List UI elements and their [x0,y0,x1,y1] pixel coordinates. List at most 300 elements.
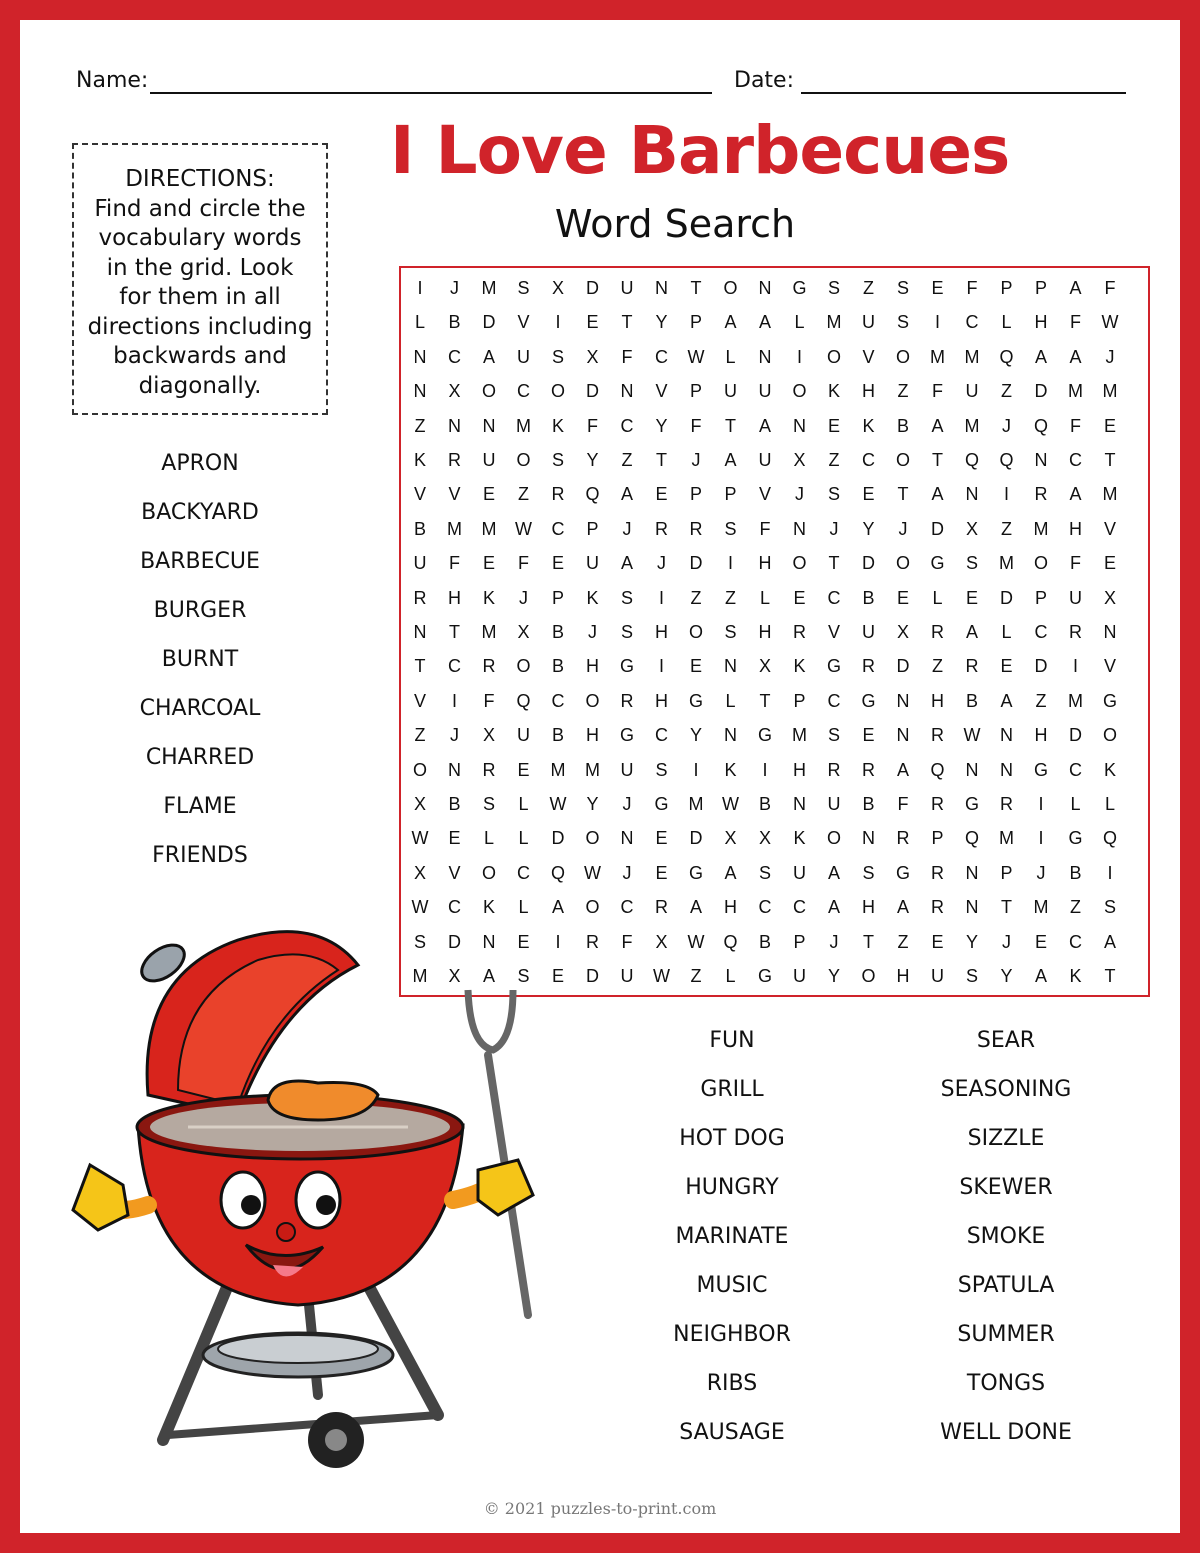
grid-letter[interactable]: R [931,897,944,918]
grid-letter[interactable]: Q [964,828,979,849]
grid-letter[interactable]: N [413,622,427,642]
grid-letter[interactable]: W [722,794,739,814]
grid-letter[interactable]: Y [965,931,978,952]
grid-letter[interactable]: S [758,862,771,883]
grid-letter[interactable]: C [448,346,461,367]
grid-letter[interactable]: L [794,312,805,333]
grid-letter[interactable]: P [793,931,806,952]
grid-letter[interactable]: G [688,862,703,883]
grid-letter[interactable]: T [863,931,874,952]
grid-letter[interactable]: D [482,312,496,333]
grid-letter[interactable]: L [725,346,736,367]
grid-letter[interactable]: N [793,794,806,814]
grid-letter[interactable]: A [724,312,737,333]
grid-letter[interactable]: R [896,828,910,849]
grid-letter[interactable]: H [758,553,772,574]
grid-letter[interactable]: F [1070,415,1081,436]
grid-letter[interactable]: S [620,587,633,608]
grid-letter[interactable]: X [413,862,426,883]
grid-letter[interactable]: Q [999,346,1014,367]
grid-letter[interactable]: U [862,312,875,333]
grid-letter[interactable]: E [793,587,806,608]
grid-letter[interactable]: Z [414,725,426,746]
grid-letter[interactable]: D [689,553,703,574]
grid-letter[interactable]: Y [689,725,702,746]
grid-letter[interactable]: S [965,966,978,986]
grid-letter[interactable]: H [931,690,944,711]
grid-letter[interactable]: K [724,759,737,780]
grid-letter[interactable]: L [725,966,736,986]
grid-letter[interactable]: A [551,897,564,918]
grid-letter[interactable]: U [586,553,599,574]
grid-letter[interactable]: V [413,690,426,711]
grid-letter[interactable]: T [1104,966,1116,986]
grid-letter[interactable]: F [1070,553,1081,574]
grid-letter[interactable]: J [519,587,528,608]
grid-letter[interactable]: M [481,278,497,298]
grid-letter[interactable]: T [449,622,460,642]
grid-letter[interactable]: T [759,690,771,711]
grid-letter[interactable]: A [1069,346,1082,367]
grid-letter[interactable]: I [762,759,768,780]
grid-letter[interactable]: D [1034,381,1048,402]
grid-letter[interactable]: I [555,312,561,333]
grid-letter[interactable]: E [655,484,668,505]
grid-letter[interactable]: M [1102,381,1118,402]
grid-letter[interactable]: V [448,484,461,505]
grid-letter[interactable]: O [412,759,427,780]
grid-letter[interactable]: O [895,553,910,574]
grid-letter[interactable]: U [793,966,806,986]
grid-letter[interactable]: I [727,553,733,574]
grid-letter[interactable]: L [759,587,770,608]
grid-letter[interactable]: C [551,518,565,539]
grid-letter[interactable]: H [1069,518,1082,539]
grid-letter[interactable]: I [1038,794,1044,814]
grid-letter[interactable]: T [897,484,909,505]
grid-letter[interactable]: O [1102,725,1117,746]
grid-letter[interactable]: Q [516,690,531,711]
grid-letter[interactable]: E [655,862,668,883]
grid-letter[interactable]: X [1103,587,1116,608]
grid-letter[interactable]: E [517,931,530,952]
grid-letter[interactable]: K [862,415,875,436]
grid-letter[interactable]: X [551,278,564,298]
grid-letter[interactable]: E [1000,656,1013,677]
grid-letter[interactable]: O [585,828,600,849]
grid-letter[interactable]: Q [999,450,1014,470]
grid-letter[interactable]: G [654,794,669,814]
grid-letter[interactable]: U [1069,587,1082,608]
grid-letter[interactable]: E [551,553,564,574]
grid-letter[interactable]: H [655,690,668,711]
grid-letter[interactable]: G [619,656,634,677]
grid-letter[interactable]: J [1036,862,1046,883]
grid-letter[interactable]: Y [827,966,840,986]
grid-letter[interactable]: A [827,897,840,918]
grid-letter[interactable]: M [516,415,531,436]
grid-letter[interactable]: G [619,725,634,746]
grid-letter[interactable]: K [1103,759,1116,780]
grid-letter[interactable]: I [934,312,940,333]
grid-letter[interactable]: A [1000,690,1013,711]
grid-letter[interactable]: V [827,622,840,642]
grid-letter[interactable]: C [1069,759,1082,780]
grid-letter[interactable]: E [862,484,875,505]
grid-letter[interactable]: J [622,518,632,539]
grid-letter[interactable]: C [827,587,841,608]
grid-letter[interactable]: I [1003,484,1009,505]
grid-letter[interactable]: U [517,346,530,367]
grid-letter[interactable]: X [965,518,978,539]
grid-letter[interactable]: A [724,862,737,883]
grid-letter[interactable]: E [551,966,564,986]
grid-letter[interactable]: P [1000,862,1013,883]
grid-letter[interactable]: S [413,931,426,952]
grid-letter[interactable]: C [655,346,668,367]
grid-letter[interactable]: P [689,381,702,402]
grid-letter[interactable]: V [413,484,426,505]
grid-letter[interactable]: S [827,484,840,505]
grid-letter[interactable]: H [724,897,737,918]
grid-letter[interactable]: C [448,656,461,677]
grid-letter[interactable]: R [862,656,875,677]
grid-letter[interactable]: N [965,759,979,780]
grid-letter[interactable]: F [759,518,771,539]
grid-letter[interactable]: F [897,794,909,814]
grid-letter[interactable]: B [551,656,564,677]
grid-letter[interactable]: R [482,759,496,780]
grid-letter[interactable]: A [482,966,495,986]
grid-letter[interactable]: D [551,828,565,849]
grid-letter[interactable]: Z [1035,690,1047,711]
grid-letter[interactable]: C [827,690,841,711]
grid-letter[interactable]: B [413,518,426,539]
grid-letter[interactable]: D [862,553,875,574]
grid-letter[interactable]: L [1001,312,1012,333]
grid-letter[interactable]: W [549,794,567,814]
grid-letter[interactable]: C [517,381,530,402]
grid-letter[interactable]: N [758,346,772,367]
grid-letter[interactable]: M [688,794,704,814]
grid-letter[interactable]: A [896,897,909,918]
grid-letter[interactable]: Z [725,587,736,608]
grid-letter[interactable]: W [963,725,981,746]
grid-letter[interactable]: O [826,346,841,367]
grid-letter[interactable]: C [758,897,772,918]
grid-letter[interactable]: Y [862,518,875,539]
grid-letter[interactable]: R [551,484,565,505]
grid-letter[interactable]: D [586,966,599,986]
grid-letter[interactable]: O [481,381,496,402]
grid-letter[interactable]: H [655,622,668,642]
grid-letter[interactable]: N [448,415,461,436]
grid-letter[interactable]: D [1069,725,1082,746]
grid-letter[interactable]: T [1104,450,1116,470]
grid-letter[interactable]: K [586,587,599,608]
grid-letter[interactable]: F [966,278,978,298]
grid-letter[interactable]: T [621,312,633,333]
grid-letter[interactable]: R [862,759,875,780]
grid-letter[interactable]: N [965,484,979,505]
grid-letter[interactable]: N [758,278,772,298]
grid-letter[interactable]: S [1103,897,1116,918]
grid-letter[interactable]: Z [414,415,426,436]
grid-letter[interactable]: E [586,312,599,333]
grid-letter[interactable]: U [620,966,634,986]
grid-letter[interactable]: N [1103,622,1117,642]
grid-letter[interactable]: D [689,828,703,849]
grid-letter[interactable]: Z [932,656,943,677]
grid-letter[interactable]: R [931,622,944,642]
grid-letter[interactable]: N [1000,759,1013,780]
grid-letter[interactable]: S [517,278,530,298]
grid-letter[interactable]: P [793,690,806,711]
grid-letter[interactable]: G [930,553,945,574]
grid-letter[interactable]: L [1070,794,1081,814]
grid-letter[interactable]: X [758,828,771,849]
grid-letter[interactable]: H [1034,312,1048,333]
grid-letter[interactable]: C [1069,931,1082,952]
grid-letter[interactable]: J [1002,415,1011,436]
grid-letter[interactable]: Q [585,484,600,505]
grid-letter[interactable]: G [792,278,807,298]
grid-letter[interactable]: R [1069,622,1082,642]
grid-letter[interactable]: O [516,656,531,677]
grid-letter[interactable]: X [655,931,668,952]
grid-letter[interactable]: P [586,518,599,539]
grid-letter[interactable]: A [931,415,944,436]
grid-letter[interactable]: U [862,622,875,642]
grid-letter[interactable]: S [620,622,633,642]
grid-letter[interactable]: P [1000,278,1013,298]
grid-letter[interactable]: M [550,759,566,780]
grid-letter[interactable]: S [551,346,564,367]
grid-letter[interactable]: E [896,587,909,608]
grid-letter[interactable]: S [724,622,737,642]
grid-letter[interactable]: S [827,725,840,746]
grid-letter[interactable]: W [584,862,601,883]
grid-letter[interactable]: I [1107,862,1113,883]
grid-letter[interactable]: S [862,862,875,883]
grid-letter[interactable]: B [551,725,564,746]
grid-letter[interactable]: X [448,966,461,986]
grid-letter[interactable]: Z [690,587,702,608]
grid-letter[interactable]: P [689,484,702,505]
grid-letter[interactable]: R [689,518,703,539]
grid-letter[interactable]: X [793,450,806,470]
grid-letter[interactable]: V [758,484,771,505]
grid-letter[interactable]: U [931,966,944,986]
grid-letter[interactable]: M [999,553,1014,574]
grid-letter[interactable]: W [411,897,429,918]
grid-letter[interactable]: M [1102,484,1118,505]
grid-letter[interactable]: I [693,759,699,780]
grid-letter[interactable]: N [724,656,737,677]
grid-letter[interactable]: H [862,381,875,402]
grid-letter[interactable]: M [585,759,600,780]
grid-letter[interactable]: X [758,656,771,677]
grid-letter[interactable]: E [517,759,530,780]
grid-letter[interactable]: O [688,622,703,642]
grid-letter[interactable]: I [555,931,561,952]
grid-letter[interactable]: D [586,278,599,298]
grid-letter[interactable]: D [1000,587,1013,608]
grid-letter[interactable]: Z [897,931,909,952]
grid-letter[interactable]: M [412,966,428,986]
grid-letter[interactable]: X [448,381,461,402]
grid-letter[interactable]: Z [1001,381,1012,402]
grid-letter[interactable]: A [827,862,840,883]
grid-letter[interactable]: U [517,725,530,746]
date-field[interactable] [801,92,1126,94]
grid-letter[interactable]: B [862,587,875,608]
grid-letter[interactable]: F [621,931,633,952]
grid-letter[interactable]: M [1033,897,1049,918]
grid-letter[interactable]: M [447,518,462,539]
grid-letter[interactable]: R [413,587,427,608]
grid-letter[interactable]: N [724,725,737,746]
grid-letter[interactable]: H [758,622,772,642]
grid-letter[interactable]: J [622,862,632,883]
grid-letter[interactable]: L [725,690,736,711]
grid-letter[interactable]: F [483,690,495,711]
grid-letter[interactable]: C [655,725,668,746]
grid-letter[interactable]: W [653,966,670,986]
grid-letter[interactable]: E [448,828,461,849]
grid-letter[interactable]: R [931,725,944,746]
grid-letter[interactable]: K [1069,966,1082,986]
grid-letter[interactable]: O [550,381,565,402]
grid-letter[interactable]: P [931,828,944,849]
grid-letter[interactable]: R [793,622,806,642]
grid-letter[interactable]: O [1033,553,1048,574]
grid-letter[interactable]: J [657,553,666,574]
grid-letter[interactable]: Z [690,966,702,986]
grid-letter[interactable]: M [826,312,842,333]
grid-letter[interactable]: Z [897,381,909,402]
grid-letter[interactable]: X [896,622,909,642]
grid-letter[interactable]: Y [586,450,599,470]
grid-letter[interactable]: C [965,312,979,333]
grid-letter[interactable]: A [724,450,737,470]
grid-letter[interactable]: U [793,862,806,883]
grid-letter[interactable]: W [687,931,705,952]
grid-letter[interactable]: C [862,450,875,470]
grid-letter[interactable]: U [620,278,634,298]
grid-letter[interactable]: S [655,759,668,780]
grid-letter[interactable]: M [1033,518,1049,539]
grid-letter[interactable]: B [965,690,978,711]
grid-letter[interactable]: E [482,553,495,574]
grid-letter[interactable]: G [757,725,772,746]
grid-letter[interactable]: R [931,862,944,883]
grid-letter[interactable]: L [414,312,425,333]
grid-letter[interactable]: I [796,346,802,367]
grid-letter[interactable]: Y [655,312,668,333]
grid-letter[interactable]: I [1038,828,1044,849]
grid-letter[interactable]: A [1069,278,1082,298]
grid-letter[interactable]: V [448,862,461,883]
grid-letter[interactable]: V [862,346,875,367]
grid-letter[interactable]: O [792,553,807,574]
grid-letter[interactable]: M [481,518,497,539]
grid-letter[interactable]: N [793,518,806,539]
grid-letter[interactable]: C [551,690,565,711]
grid-letter[interactable]: K [551,415,564,436]
grid-letter[interactable]: B [896,415,909,436]
grid-letter[interactable]: B [448,794,461,814]
grid-letter[interactable]: E [862,725,875,746]
grid-letter[interactable]: Z [518,484,529,505]
grid-letter[interactable]: T [725,415,736,436]
name-field[interactable] [150,92,712,94]
grid-letter[interactable]: A [689,897,702,918]
grid-letter[interactable]: X [413,794,426,814]
grid-letter[interactable]: T [656,450,667,470]
grid-letter[interactable]: F [621,346,633,367]
grid-letter[interactable]: S [896,312,909,333]
grid-letter[interactable]: E [827,415,840,436]
grid-letter[interactable]: C [620,415,634,436]
grid-letter[interactable]: M [964,415,980,436]
grid-letter[interactable]: M [964,346,980,367]
grid-letter[interactable]: U [620,759,634,780]
grid-letter[interactable]: A [1103,931,1116,952]
grid-letter[interactable]: I [658,587,664,608]
grid-letter[interactable]: N [655,278,668,298]
grid-letter[interactable]: R [655,518,668,539]
grid-letter[interactable]: M [1068,381,1083,402]
grid-letter[interactable]: F [1104,278,1116,298]
grid-letter[interactable]: O [481,862,496,883]
grid-letter[interactable]: I [417,278,423,298]
grid-letter[interactable]: F [449,553,460,574]
grid-letter[interactable]: B [862,794,875,814]
grid-letter[interactable]: J [450,278,459,298]
grid-letter[interactable]: E [655,828,668,849]
grid-letter[interactable]: R [1034,484,1048,505]
grid-letter[interactable]: N [413,381,427,402]
grid-letter[interactable]: A [758,312,771,333]
grid-letter[interactable]: E [1103,415,1116,436]
grid-letter[interactable]: S [827,278,840,298]
grid-letter[interactable]: Z [1070,897,1081,918]
grid-letter[interactable]: V [655,381,668,402]
grid-letter[interactable]: O [895,346,910,367]
grid-letter[interactable]: T [828,553,840,574]
grid-letter[interactable]: Q [1033,415,1048,436]
grid-letter[interactable]: K [482,897,495,918]
grid-letter[interactable]: N [965,862,979,883]
grid-letter[interactable]: B [448,312,461,333]
grid-letter[interactable]: E [482,484,495,505]
grid-letter[interactable]: F [518,553,529,574]
grid-letter[interactable]: V [517,312,530,333]
grid-letter[interactable]: E [1034,931,1047,952]
grid-letter[interactable]: K [413,450,426,470]
grid-letter[interactable]: Q [930,759,945,780]
grid-letter[interactable]: N [482,931,496,952]
grid-letter[interactable]: R [586,931,599,952]
grid-letter[interactable]: D [1034,656,1048,677]
grid-letter[interactable]: A [482,346,495,367]
grid-letter[interactable]: M [792,725,807,746]
grid-letter[interactable]: V [1103,656,1116,677]
grid-letter[interactable]: E [931,278,944,298]
grid-letter[interactable]: G [1033,759,1048,780]
grid-letter[interactable]: H [793,759,806,780]
